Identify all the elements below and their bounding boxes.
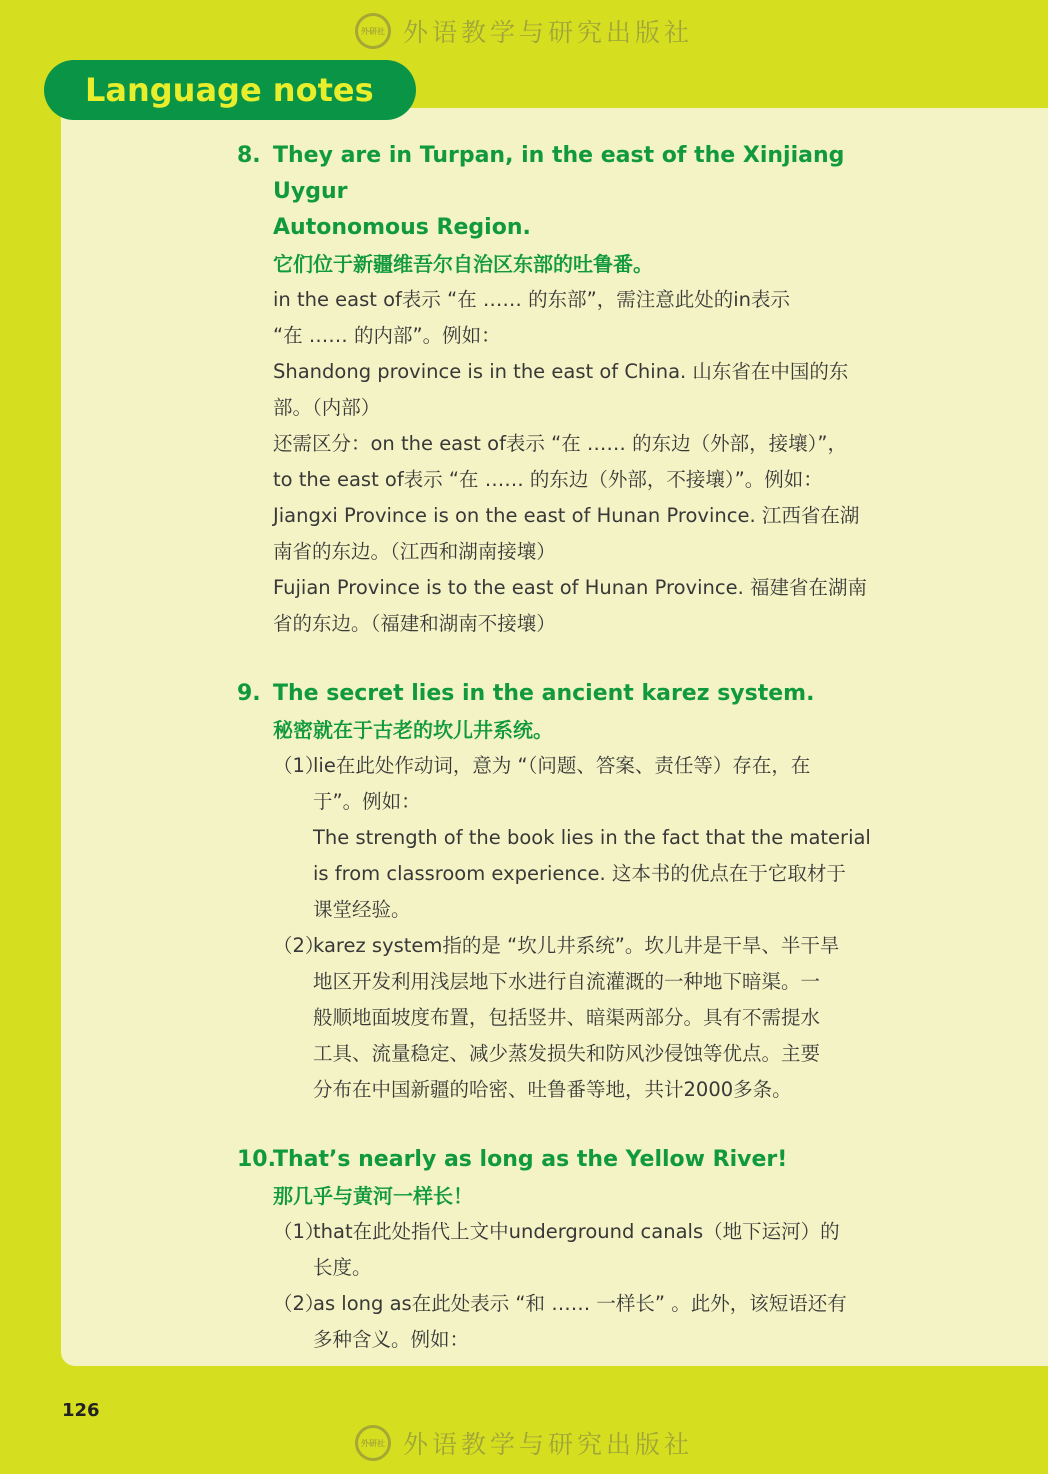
publisher-footer <box>0 1418 1048 1468</box>
body-line: 省的东边。（福建和湖南不接壤） <box>273 612 556 635</box>
publisher-seal-icon: 外研社 <box>355 1425 391 1461</box>
note-translation: 那几乎与黄河一样长！ <box>273 1184 473 1208</box>
item-line: 分布在中国新疆的哈密、吐鲁番等地，共计2000多条。 <box>313 1078 792 1101</box>
item-line: The strength of the book lies in the fact that the material <box>313 826 871 849</box>
body-line: “在 …… 的内部”。例如： <box>273 324 501 347</box>
note-item <box>273 1214 897 1286</box>
body-line: to the east of表示 “在 …… 的东边（外部，不接壤）”。例如： <box>273 468 823 491</box>
item-line: that在此处指代上文中underground canals（地下运河）的 <box>313 1220 840 1243</box>
item-line: 工具、流量稳定、减少蒸发损失和防风沙侵蚀等优点。主要 <box>313 1042 821 1065</box>
item-label: （1） <box>273 1220 325 1243</box>
item-line: 于”。例如： <box>313 790 421 813</box>
item-line: karez system指的是 “坎儿井系统”。坎儿井是干旱、半干旱 <box>313 934 840 957</box>
body-line: 还需区分：on the east of表示 “在 …… 的东边（外部，接壤）”， <box>273 432 847 455</box>
item-line: 长度。 <box>313 1256 372 1279</box>
note-9 <box>237 676 897 1108</box>
note-title: The secret lies in the ancient karez system. <box>273 681 815 706</box>
publisher-name: 外语教学与研究出版社 <box>402 18 693 47</box>
note-title: That’s nearly as long as the Yellow River! <box>273 1147 788 1172</box>
item-line: lie在此处作动词，意为 “（问题、答案、责任等）存在，在 <box>313 754 811 777</box>
item-line: 课堂经验。 <box>313 898 411 921</box>
note-title-line: They are in Turpan, in the east of the Xinjiang Uygur <box>273 143 845 204</box>
note-10 <box>237 1142 897 1358</box>
body-line: 南省的东边。（江西和湖南接壤） <box>273 540 556 563</box>
section-banner <box>44 60 416 120</box>
item-line: as long as在此处表示 “和 …… 一样长” 。此外，该短语还有 <box>313 1292 847 1315</box>
item-label: （1） <box>273 754 325 777</box>
item-label: （2） <box>273 934 325 957</box>
item-line: is from classroom experience. 这本书的优点在于它取材于 <box>313 862 846 885</box>
body-line: Jiangxi Province is on the east of Hunan Province. 江西省在湖 <box>273 504 860 527</box>
item-label: （2） <box>273 1292 325 1315</box>
publisher-name: 外语教学与研究出版社 <box>402 1430 693 1459</box>
item-line: 般顺地面坡度布置，包括竖井、暗渠两部分。具有不需提水 <box>313 1006 821 1029</box>
note-body <box>273 282 897 642</box>
note-item <box>273 748 897 928</box>
body-line: Shandong province is in the east of China. 山东省在中国的东 <box>273 360 849 383</box>
body-line: Fujian Province is to the east of Hunan Province. 福建省在湖南 <box>273 576 867 599</box>
note-translation: 它们位于新疆维吾尔自治区东部的吐鲁番。 <box>273 252 653 276</box>
note-number: 10. <box>237 1147 276 1172</box>
note-title-line: Autonomous Region. <box>273 215 531 240</box>
body-line: 部。（内部） <box>273 396 381 419</box>
item-line: 地区开发利用浅层地下水进行自流灌溉的一种地下暗渠。一 <box>313 970 821 993</box>
note-8 <box>237 138 897 642</box>
publisher-seal-icon: 外研社 <box>355 13 391 49</box>
notes-content <box>237 138 897 1392</box>
note-heading <box>237 676 897 712</box>
note-number: 9. <box>237 681 261 706</box>
page-number: 126 <box>62 1400 100 1421</box>
note-item <box>273 928 897 1108</box>
note-heading <box>237 1142 897 1178</box>
banner-title: Language notes <box>85 71 374 109</box>
note-heading <box>237 138 897 246</box>
note-item <box>273 1286 897 1358</box>
item-line: 多种含义。例如： <box>313 1328 470 1351</box>
note-translation: 秘密就在于古老的坎儿井系统。 <box>273 718 553 742</box>
publisher-header <box>0 6 1048 56</box>
body-line: in the east of表示 “在 …… 的东部”，需注意此处的in表示 <box>273 288 790 311</box>
note-number: 8. <box>237 143 261 168</box>
